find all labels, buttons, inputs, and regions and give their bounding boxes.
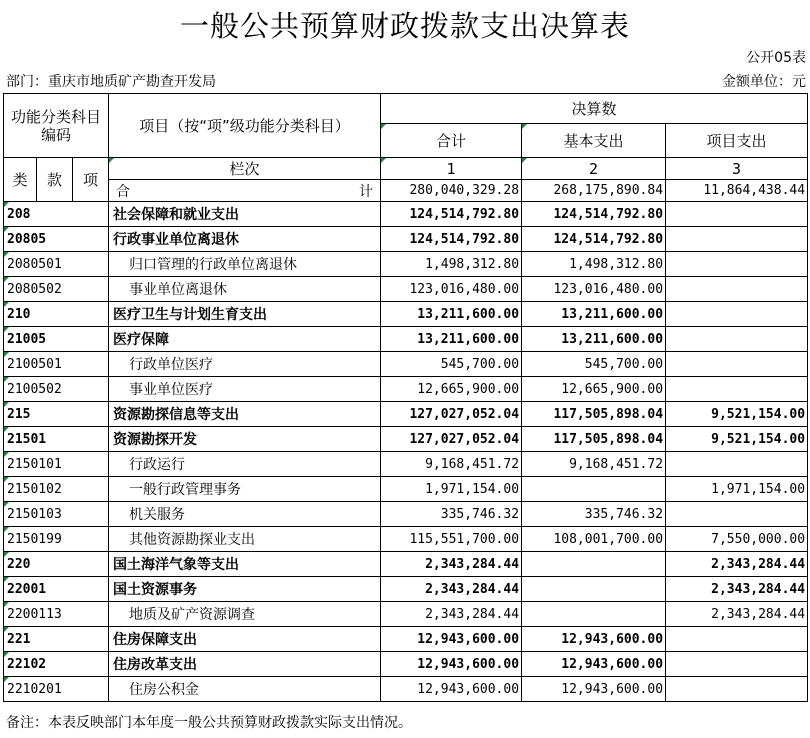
- header-total: 合计: [381, 124, 522, 158]
- row-item-name: 资源勘探信息等支出: [109, 402, 381, 427]
- row-total: 127,027,052.04: [381, 402, 522, 427]
- row-basic: [522, 602, 666, 627]
- table-row: [4, 227, 808, 252]
- table-row: [4, 602, 808, 627]
- table-row: [4, 302, 808, 327]
- row-total: 12,943,600.00: [381, 627, 522, 652]
- row-project: 9,521,154.00: [666, 402, 808, 427]
- row-project: [666, 327, 808, 352]
- row-code: 220: [4, 552, 109, 577]
- total-project: 11,864,438.44: [666, 180, 808, 202]
- row-project: [666, 652, 808, 677]
- row-project: [666, 502, 808, 527]
- column-number-3: 3: [666, 158, 808, 180]
- header-basic: 基本支出: [522, 124, 666, 158]
- row-project: [666, 202, 808, 227]
- row-code: 22102: [4, 652, 109, 677]
- column-number-2: 2: [522, 158, 666, 180]
- row-total: 124,514,792.80: [381, 227, 522, 252]
- row-total: 12,943,600.00: [381, 677, 522, 702]
- row-item-name: 住房保障支出: [109, 627, 381, 652]
- total-row: [4, 180, 808, 202]
- row-basic: 335,746.32: [522, 502, 666, 527]
- row-total: 1,498,312.80: [381, 252, 522, 277]
- row-code: 2080501: [4, 252, 109, 277]
- row-basic: [522, 577, 666, 602]
- table-row: [4, 327, 808, 352]
- header-item: 项目（按“项”级功能分类科目）: [109, 94, 381, 158]
- row-item-name: 住房公积金: [109, 677, 381, 702]
- row-project: [666, 302, 808, 327]
- table-row: [4, 627, 808, 652]
- table-row: [4, 202, 808, 227]
- row-item-name: 住房改革支出: [109, 652, 381, 677]
- row-project: [666, 377, 808, 402]
- row-basic: [522, 552, 666, 577]
- header-xiang: 项: [73, 158, 109, 202]
- total-label-left: 合: [116, 183, 131, 200]
- column-number-1: 1: [381, 158, 522, 180]
- row-code: 2150103: [4, 502, 109, 527]
- table-row: [4, 402, 808, 427]
- row-item-name: 行政运行: [109, 452, 381, 477]
- row-basic: 117,505,898.04: [522, 427, 666, 452]
- row-total: 12,665,900.00: [381, 377, 522, 402]
- row-item-name: 国土资源事务: [109, 577, 381, 602]
- row-code: 2150199: [4, 527, 109, 552]
- row-item-name: 机关服务: [109, 502, 381, 527]
- row-code: 2210201: [4, 677, 109, 702]
- row-basic: 12,943,600.00: [522, 652, 666, 677]
- row-basic: 124,514,792.80: [522, 202, 666, 227]
- row-code: 2150102: [4, 477, 109, 502]
- header-func-code: 功能分类科目编码: [4, 94, 109, 158]
- row-code: 2100502: [4, 377, 109, 402]
- table-row: [4, 677, 808, 702]
- footnote: 备注：本表反映部门本年度一般公共预算财政拨款实际支出情况。: [6, 715, 412, 731]
- row-code: 20805: [4, 227, 109, 252]
- table-row: [4, 652, 808, 677]
- row-basic: 123,016,480.00: [522, 277, 666, 302]
- row-total: 124,514,792.80: [381, 202, 522, 227]
- row-code: 2080502: [4, 277, 109, 302]
- row-item-name: 事业单位医疗: [109, 377, 381, 402]
- total-basic: 268,175,890.84: [522, 180, 666, 202]
- row-code: 2200113: [4, 602, 109, 627]
- row-project: 9,521,154.00: [666, 427, 808, 452]
- row-basic: 12,943,600.00: [522, 627, 666, 652]
- row-project: 2,343,284.44: [666, 552, 808, 577]
- row-basic: 12,665,900.00: [522, 377, 666, 402]
- header-kuan: 款: [37, 158, 73, 202]
- row-project: [666, 277, 808, 302]
- row-code: 22001: [4, 577, 109, 602]
- row-basic: 13,211,600.00: [522, 302, 666, 327]
- row-code: 208: [4, 202, 109, 227]
- row-basic: 108,001,700.00: [522, 527, 666, 552]
- amount-unit-label: 金额单位：元: [722, 74, 806, 90]
- row-basic: 117,505,898.04: [522, 402, 666, 427]
- row-project: [666, 627, 808, 652]
- row-total: 2,343,284.44: [381, 552, 522, 577]
- row-project: [666, 352, 808, 377]
- header-lanci: 栏次: [109, 158, 381, 180]
- row-total: 13,211,600.00: [381, 302, 522, 327]
- row-item-name: 归口管理的行政单位离退休: [109, 252, 381, 277]
- row-item-name: 资源勘探开发: [109, 427, 381, 452]
- row-item-name: 事业单位离退休: [109, 277, 381, 302]
- row-item-name: 社会保障和就业支出: [109, 202, 381, 227]
- row-basic: 1,498,312.80: [522, 252, 666, 277]
- row-total: 335,746.32: [381, 502, 522, 527]
- table-row: [4, 252, 808, 277]
- row-total: 9,168,451.72: [381, 452, 522, 477]
- row-project: [666, 677, 808, 702]
- table-row: [4, 477, 808, 502]
- table-row: [4, 577, 808, 602]
- department-label: 部门：重庆市地质矿产勘查开发局: [6, 74, 216, 90]
- row-project: 2,343,284.44: [666, 602, 808, 627]
- row-item-name: 医疗保障: [109, 327, 381, 352]
- total-amount: 280,040,329.28: [381, 180, 522, 202]
- row-code: 210: [4, 302, 109, 327]
- row-code: 2150101: [4, 452, 109, 477]
- row-total: 12,943,600.00: [381, 652, 522, 677]
- row-total: 13,211,600.00: [381, 327, 522, 352]
- row-code: 221: [4, 627, 109, 652]
- expenditure-table: [3, 93, 808, 702]
- row-total: 127,027,052.04: [381, 427, 522, 452]
- row-project: [666, 452, 808, 477]
- row-total: 2,343,284.44: [381, 577, 522, 602]
- row-project: [666, 227, 808, 252]
- table-row: [4, 502, 808, 527]
- row-total: 1,971,154.00: [381, 477, 522, 502]
- total-label-right: 计: [359, 183, 374, 200]
- row-project: 2,343,284.44: [666, 577, 808, 602]
- table-row: [4, 352, 808, 377]
- row-code: 21005: [4, 327, 109, 352]
- row-item-name: 地质及矿产资源调查: [109, 602, 381, 627]
- table-row: [4, 277, 808, 302]
- row-basic: 9,168,451.72: [522, 452, 666, 477]
- row-item-name: 行政事业单位离退休: [109, 227, 381, 252]
- row-item-name: 医疗卫生与计划生育支出: [109, 302, 381, 327]
- row-item-name: 行政单位医疗: [109, 352, 381, 377]
- header-final-accounts: 决算数: [381, 94, 808, 124]
- row-project: [666, 252, 808, 277]
- table-row: [4, 527, 808, 552]
- row-project: 1,971,154.00: [666, 477, 808, 502]
- row-item-name: 一般行政管理事务: [109, 477, 381, 502]
- row-basic: 13,211,600.00: [522, 327, 666, 352]
- row-total: 115,551,700.00: [381, 527, 522, 552]
- table-row: [4, 377, 808, 402]
- page-title: 一般公共预算财政拨款支出决算表: [179, 9, 630, 43]
- table-row: [4, 552, 808, 577]
- row-code: 215: [4, 402, 109, 427]
- row-project: 7,550,000.00: [666, 527, 808, 552]
- total-label-cell: [109, 180, 381, 202]
- row-basic: 124,514,792.80: [522, 227, 666, 252]
- row-code: 2100501: [4, 352, 109, 377]
- table-row: [4, 427, 808, 452]
- header-project: 项目支出: [666, 124, 808, 158]
- row-total: 123,016,480.00: [381, 277, 522, 302]
- row-total: 545,700.00: [381, 352, 522, 377]
- row-item-name: 国土海洋气象等支出: [109, 552, 381, 577]
- row-total: 2,343,284.44: [381, 602, 522, 627]
- row-basic: [522, 477, 666, 502]
- row-item-name: 其他资源勘探业支出: [109, 527, 381, 552]
- row-code: 21501: [4, 427, 109, 452]
- form-number: 公开05表: [746, 50, 806, 66]
- row-basic: 545,700.00: [522, 352, 666, 377]
- row-basic: 12,943,600.00: [522, 677, 666, 702]
- header-lei: 类: [4, 158, 37, 202]
- table-row: [4, 452, 808, 477]
